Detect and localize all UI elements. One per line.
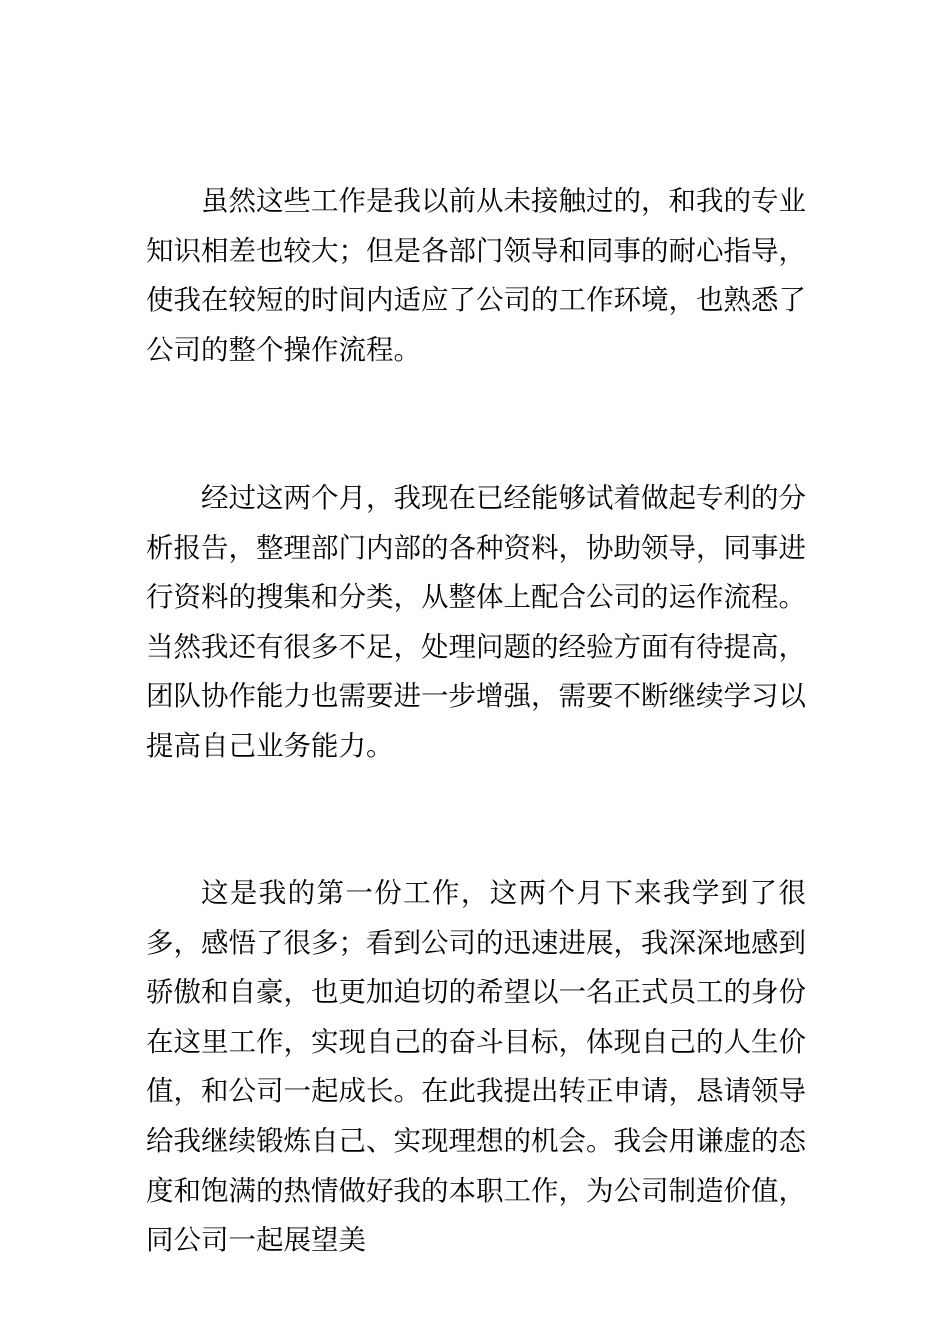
paragraph-3: [146, 869, 806, 1266]
paragraph-2: [146, 474, 806, 772]
paragraph-1: [146, 177, 806, 375]
paragraph-text: 经过这两个月，我现在已经能够试着做起专利的分析报告，整理部门内部的各种资料，协助领导，同事进行资料的搜集和分类，从整体上配合公司的运作流程。当然我还有很多不足，处理问题的经验方面有待提高，团队协作能力也需要进一步增强，需要不断继续学习以提高自己业务能力。: [146, 482, 806, 762]
paragraph-text: 虽然这些工作是我以前从未接触过的，和我的专业知识相差也较大；但是各部门领导和同事的耐心指导，使我在较短的时间内适应了公司的工作环境，也熟悉了公司的整个操作流程。: [146, 185, 806, 366]
paragraph-text: 这是我的第一份工作，这两个月下来我学到了很多，感悟了很多；看到公司的迅速进展，我深深地感到骄傲和自豪，也更加迫切的希望以一名正式员工的身份在这里工作，实现自己的奋斗目标，体现自己的人生价值，和公司一起成长。在此我提出转正申请，恳请领导给我继续锻炼自己、实现理想的机会。我会用谦虚的态度和饱满的热情做好我的本职工作，为公司制造价值，同公司一起展望美: [146, 877, 806, 1257]
